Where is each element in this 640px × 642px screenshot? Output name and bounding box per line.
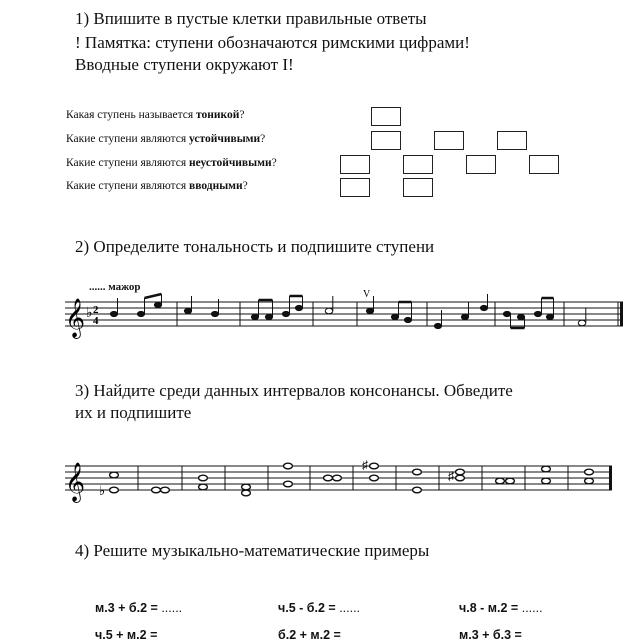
melody-staff <box>0 288 640 344</box>
note <box>517 314 524 319</box>
task2-title: 2) Определите тональность и подпишите ступени <box>75 237 435 256</box>
note <box>199 475 208 481</box>
note <box>585 478 594 484</box>
task1-note: Вводные ступени окружают I! <box>75 55 294 74</box>
note <box>546 314 553 319</box>
answer-box-unstable-3[interactable] <box>466 155 496 174</box>
note <box>211 311 218 316</box>
note <box>542 466 551 472</box>
question-tonic: Какая ступень называется тоникой? <box>66 109 245 121</box>
note <box>295 305 302 310</box>
note <box>456 469 465 475</box>
answer-box-unstable-2[interactable] <box>403 155 433 174</box>
task1-reminder: ! Памятка: ступени обозначаются римскими цифрами! <box>75 33 470 52</box>
note <box>161 487 170 493</box>
answer-box-unstable-4[interactable] <box>529 155 559 174</box>
example-3: ч.8 - м.2 = ...... <box>459 601 543 615</box>
treble-clef-icon: 𝄞 <box>65 300 86 337</box>
note <box>503 311 510 316</box>
note <box>184 308 191 313</box>
task3-title: 3) Найдите среди данных интервалов консонансы. Обведите <box>75 381 513 400</box>
example-6: м.3 + б.3 = <box>459 628 522 642</box>
note <box>152 487 161 493</box>
task3-title-cont: их и подпишите <box>75 403 192 422</box>
treble-clef-icon: 𝄞 <box>65 464 86 501</box>
note <box>251 314 258 319</box>
answer-box-leading-1[interactable] <box>340 178 370 197</box>
question-stable: Какие ступени являются устойчивыми? <box>66 133 266 145</box>
note <box>282 311 289 316</box>
note <box>154 302 161 307</box>
answer-box-leading-2[interactable] <box>403 178 433 197</box>
answer-box-stable-1[interactable] <box>371 131 401 150</box>
time-signature-bottom: 4 <box>93 315 99 327</box>
note <box>242 484 251 490</box>
note <box>480 305 487 310</box>
flat-sign-icon: ♭ <box>86 306 93 321</box>
flat-sign-icon: ♭ <box>99 483 106 498</box>
time-signature-top: 2 <box>93 304 99 316</box>
note <box>110 487 119 493</box>
sharp-sign-icon: ♯ <box>448 469 454 483</box>
note <box>542 478 551 484</box>
example-1: м.3 + б.2 = ...... <box>95 601 183 615</box>
answer-box-unstable-1[interactable] <box>340 155 370 174</box>
example-5: б.2 + м.2 = <box>278 628 341 642</box>
note <box>110 311 117 316</box>
note <box>366 308 373 313</box>
note <box>265 314 272 319</box>
task4-title: 4) Решите музыкально-математические примеры <box>75 541 430 560</box>
note <box>284 463 293 469</box>
note <box>199 484 208 490</box>
key-label: ...... мажор <box>89 281 141 293</box>
note <box>333 475 342 481</box>
note <box>413 469 422 475</box>
note <box>284 481 293 487</box>
note <box>506 478 515 484</box>
note <box>456 475 465 481</box>
note <box>370 475 379 481</box>
intervals-staff <box>0 452 640 508</box>
note <box>585 469 594 475</box>
note <box>325 308 333 313</box>
note <box>413 487 422 493</box>
note <box>496 478 505 484</box>
question-unstable: Какие ступени являются неустойчивыми? <box>66 157 277 169</box>
note <box>404 317 411 322</box>
answer-box-stable-2[interactable] <box>434 131 464 150</box>
breath-mark-icon: V <box>363 289 371 300</box>
note <box>137 311 144 316</box>
note <box>324 475 333 481</box>
note <box>370 463 379 469</box>
note <box>534 311 541 316</box>
question-leading: Какие ступени являются вводными? <box>66 180 248 192</box>
note <box>434 323 441 328</box>
example-2: ч.5 - б.2 = ...... <box>278 601 361 615</box>
task1-title: 1) Впишите в пустые клетки правильные ответы <box>75 9 427 28</box>
answer-box-stable-3[interactable] <box>497 131 527 150</box>
example-4: ч.5 + м.2 = <box>95 628 158 642</box>
note <box>578 320 586 325</box>
note <box>242 490 251 496</box>
answer-box-tonic[interactable] <box>371 107 401 126</box>
note <box>461 314 468 319</box>
sharp-sign-icon: ♯ <box>362 458 368 472</box>
note <box>110 472 119 478</box>
note <box>391 314 398 319</box>
